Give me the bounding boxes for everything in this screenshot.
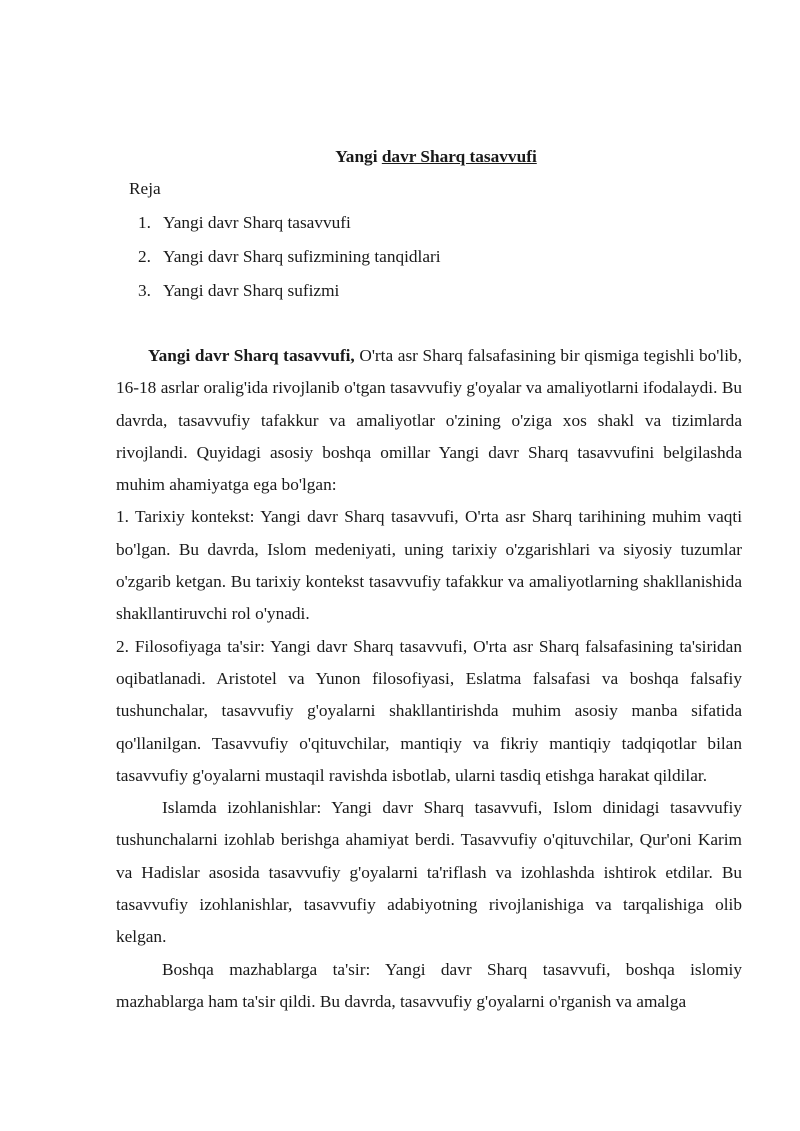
plan-item-number: 3. (138, 281, 151, 300)
document-body (116, 340, 742, 1018)
plan-item (138, 246, 441, 280)
paragraph-historical-context: 1. Tarixiy kontekst: Yangi davr Sharq tasavvufi, O'rta asr Sharq tarihining muhim vaqti bo'lgan. Bu davrda, Islom medeniyati, uning tarixiy o'zgarishlari va siyosiy tuzumlar o'zgarib ketgan. Bu tarixiy kontekst tasavvufiy tafakkur va amaliyotlarning shakllanishida shakllantiruvchi rol o'ynadi. (116, 507, 742, 624)
paragraph-islamic-interpretations: Islamda izohlanishlar: Yangi davr Sharq tasavvufi, Islom dinidagi tasavvufiy tushunchalarni izohlab berishga ahamiyat berdi. Tasavvufiy o'qituvchilar, Qur'oni Karim va Hadislar asosida tasavvufiy g'oyalarni ta'riflash va izohlashda ishtirok etdilar. Bu tasavvufiy izohlanishlar, tasavvufiy adabiyotning rivojlanishiga va tarqalishiga olib kelgan. (116, 798, 742, 947)
title-underlined: davr Sharq tasavvufi (381, 147, 537, 166)
paragraph-other-schools: Boshqa mazhablarga ta'sir: Yangi davr Sharq tasavvufi, boshqa islomiy mazhablarga ham ta'sir qildi. Bu davrda, tasavvufiy g'oyalarni o'rganish va amalga (116, 959, 742, 1011)
intro-paragraph (116, 340, 742, 501)
plan-item-text: Yangi davr Sharq tasavvufi (163, 213, 351, 232)
plan-item-text: Yangi davr Sharq sufizmi (163, 281, 340, 300)
plan-item-number: 2. (138, 247, 151, 266)
plan-item-text: Yangi davr Sharq sufizmining tanqidlari (163, 247, 441, 266)
plan-item (138, 280, 441, 314)
plan-item (138, 212, 441, 246)
intro-bold-lead: Yangi davr Sharq tasavvufi, (148, 346, 355, 365)
plan-item-number: 1. (138, 213, 151, 232)
intro-text: O'rta asr Sharq falsafasining bir qismiga tegishli bo'lib, 16-18 asrlar oralig'ida rivojlanib o'tgan tasavvufiy g'oyalar va amaliyotlarni ifodalaydi. Bu davrda, tasavvufiy tafakkur va amaliyotlar o'zining o'ziga xos shakl va tizimlarda rivojlandi. Quyidagi asosiy boshqa omillar Yangi davr Sharq tasavvufini belgilashda muhim ahamiyatga ega bo'lgan: (116, 346, 742, 495)
title-prefix: Yangi (335, 147, 382, 166)
paragraph-philosophy-influence: 2. Filosofiyaga ta'sir: Yangi davr Sharq tasavvufi, O'rta asr Sharq falsafasining ta'siridan oqibatlanadi. Aristotel va Yunon filosofiyasi, Eslatma falsafasi va boshqa falsafiy tushunchalar, tasavvufiy g'oyalarni shakllantirishda muhim asosiy manba sifatida qo'llanilgan. Tasavvufiy o'qituvchilar, mantiqiy va fikriy mantiqiy tadqiqotlar bilan tasavvufiy g'oyalarni mustaqil ravishda isbotlab, ularni tasdiq etishga harakat qildilar. (116, 636, 742, 785)
document-title (0, 146, 800, 168)
plan-list (138, 212, 441, 314)
plan-heading: Reja (129, 179, 161, 198)
